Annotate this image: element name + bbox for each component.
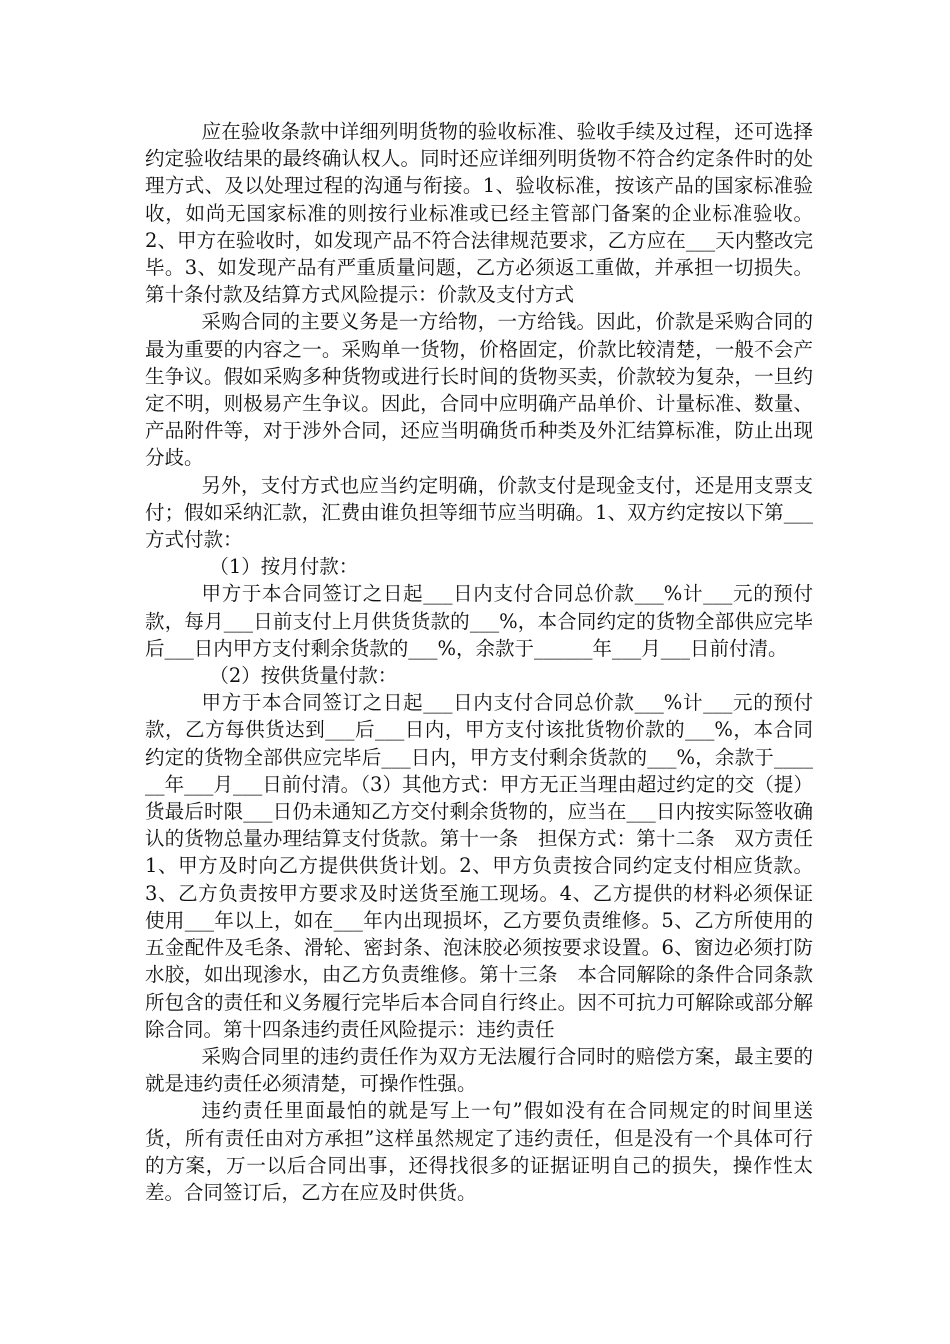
paragraph-liability-detail: 违约责任里面最怕的就是写上一句”假如没有在合同规定的时间里送货，所有责任由对方承担”这样虽然规定了违约责任，但是没有一个具体可行的方案，万一以后合同出事，还得找很多的证据证明自己的损失，操作性太差。合同签订后，乙方在应及时供货。 bbox=[145, 1099, 813, 1204]
document-page bbox=[145, 118, 813, 1206]
paragraph-payment-method: 另外，支付方式也应当约定明确，价款支付是现金支付，还是用支票支付；假如采纳汇款，汇费由谁负担等细节应当明确。1、双方约定按以下第___方式付款： bbox=[145, 473, 813, 552]
paragraph-volume-payment-and-clauses: 甲方于本合同签订之日起___日内支付合同总价款___%计___元的预付款，乙方每供货达到___后___日内，甲方支付该批货物价款的___%，本合同约定的货物全部供应完毕后___日内，甲方支付剩余货款的___%，余款于______年___月___日前付清。（3）其他方式：甲方无正当理由超过约定的交（提）货最后时限___日仍未通知乙方交付剩余货物的，应当在___日内按实际签收确认的货物总量办理结算支付货款。第十一条 担保方式：第十二条 双方责任 1、甲方及时向乙方提供供货计划。2、甲方负责按合同约定支付相应货款。3、乙方负责按甲方要求及时送货至施工现场。4、乙方提供的材料必须保证使用___年以上，如在___年内出现损坏，乙方要负责维修。5、乙方所使用的五金配件及毛条、滑轮、密封条、泡沫胶必须按要求设置。6、窗边必须打防水胶，如出现渗水，由乙方负责维修。第十三条 本合同解除的条件合同条款所包含的责任和义务履行完毕后本合同自行终止。因不可抗力可解除或部分解除合同。第十四条违约责任风险提示：违约责任 bbox=[145, 691, 813, 1041]
subheading-monthly-payment: （1）按月付款： bbox=[209, 555, 359, 579]
paragraph-price-obligation: 采购合同的主要义务是一方给物，一方给钱。因此，价款是采购合同的最为重要的内容之一。采购单一货物，价格固定，价款比较清楚，一般不会产生争议。假如采购多种货物或进行长时间的货物买卖，价款较为复杂，一旦约定不明，则极易产生争议。因此，合同中应明确产品单价、计量标准、数量、产品附件等，对于涉外合同，还应当明确货币种类及外汇结算标准，防止出现分歧。 bbox=[145, 310, 813, 470]
paragraph-monthly-payment: 甲方于本合同签订之日起___日内支付合同总价款___%计___元的预付款，每月___日前支付上月供货货款的___%，本合同约定的货物全部供应完毕后___日内甲方支付剩余货款的___%，余款于______年___月___日前付清。 bbox=[145, 582, 813, 660]
paragraph-liability-intro: 采购合同里的违约责任作为双方无法履行合同时的赔偿方案，最主要的就是违约责任必须清楚，可操作性强。 bbox=[145, 1044, 813, 1096]
subheading-volume-payment: （2）按供货量付款： bbox=[209, 664, 398, 688]
paragraph-acceptance: 应在验收条款中详细列明货物的验收标准、验收手续及过程，还可选择约定验收结果的最终确认权人。同时还应详细列明货物不符合约定条件时的处理方式、及以处理过程的沟通与衔接。1、验收标准，按该产品的国家标准验收，如尚无国家标准的则按行业标准或已经主管部门备案的企业标准验收。2、甲方在验收时，如发现产品不符合法律规范要求，乙方应在___天内整改完毕。3、如发现产品有严重质量问题，乙方必须返工重做，并承担一切损失。第十条付款及结算方式风险提示：价款及支付方式 bbox=[145, 120, 813, 307]
